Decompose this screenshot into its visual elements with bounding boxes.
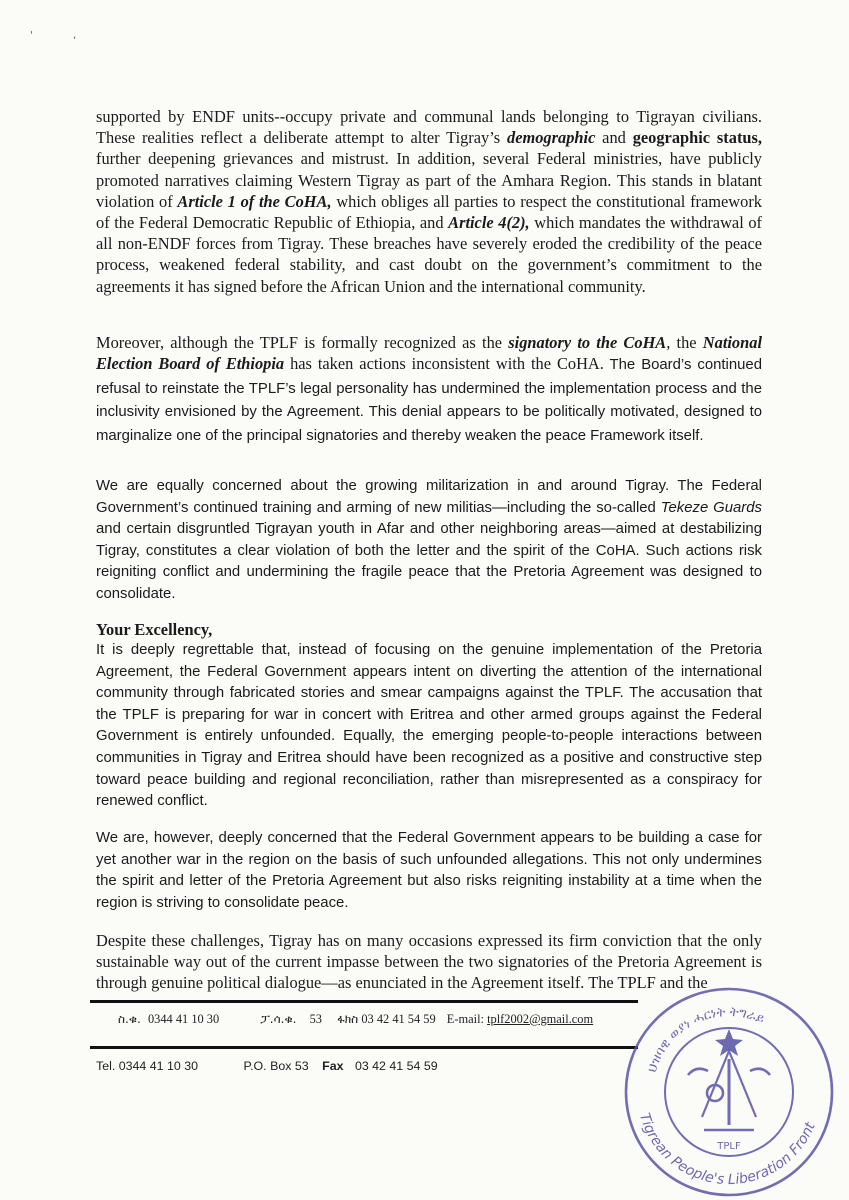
salutation: Your Excellency, [96,620,213,639]
text-run: which obliges all parties to respect the constitutional framework of the Federal Democratic Republic of Ethiopia, and [96,191,762,233]
email-label: E-mail: [446,1012,484,1026]
tel-number: 0344 41 10 30 [118,1059,198,1073]
text-run: The Board’s continued refusal to reinstate the TPLF’s legal personality has undermined the implementation process and the inclusivity envisioned by the Agreement. This denial appears to be politically motivated, designed to marginalize one of the principal signatories and thereby weaken the peace Framework itself. [96,357,762,444]
text-run: Moreover, although the TPLF is formally recognized as the [96,333,509,352]
sickle-icon [688,1069,708,1075]
text-run: supported by ENDF units--occupy private and communal lands belonging to Tigrayan civilians. These realities reflect a deliberate attempt to alter Tigray’s [96,107,762,148]
emphasis-election-board: National Election Board of Ethiopia [96,333,762,374]
fax-label-amharic: ፋክስ [337,1012,359,1026]
seal-outer-text: Tigrean People's Liberation Front [635,1111,819,1189]
footer-english-contacts [96,1059,438,1073]
footer-rule-top [90,1000,638,1003]
fax-label: Fax [322,1059,344,1073]
tel-label-amharic: ስ.ቁ. [118,1012,141,1026]
tplf-seal-stamp [622,985,836,1199]
po-box-number: 53 [294,1059,309,1073]
paragraph-occupation [96,106,762,297]
paragraph-smear-campaign: It is deeply regrettable that, instead of focusing on the genuine implementation of the Pretoria Agreement, the Federal Government appears intent on diverting the attention of the international community through fabricated stories and smear campaigns against the TPLF. The accusation that the TPLF is preparing for war in concert with Eritrea and other armed groups against the Federal Government is entirely unfounded. Equally, the emerging people-to-people interactions between communities in Tigray and Eritrea should have been recognized as a positive and constructive step toward peace building and regional reconciliation, rather than misrepresented as a conspiracy for renewed conflict. [96,642,762,810]
text-run: which mandates the withdrawal of all non-ENDF forces from Tigray. These breaches have severely eroded the credibility of the peace process, weakened federal stability, and cast doubt on the government’s commitment to the agreements it has signed before the African Union and the international community. [96,213,762,296]
emphasis-article-1: Article 1 of the CoHA, [177,191,332,211]
text-run: further deepening grievances and mistrust. In addition, several Federal ministries, have publicly promoted narratives claiming Western Tigray as part of the Amhara Region. This stands in blatant violation of [96,149,762,211]
paragraph-militarization [96,476,762,606]
emphasis-tekeze-guards: Tekeze Guards [660,499,762,516]
scan-speck: ' [30,30,33,41]
fax-number: 03 42 41 54 59 [361,1012,436,1026]
text-run: , the [666,333,703,352]
sickle-icon [750,1069,770,1075]
paragraph-dialogue: Despite these challenges, Tigray has on many occasions expressed its firm conviction that the only sustainable way out of the current impasse between the two signatories of the Pretoria Agreement is through genuine political dialogue—as enunciated in the Agreement itself. The TPLF and the [96,931,762,993]
text-run: and certain disgruntled Tigrayan youth in Afar and other neighboring areas—aimed at destabilizing Tigray, constitutes a clear violation of both the letter and the spirit of the CoHA. Such actions risk reigniting conflict and undermining the fragile peace that the Pretoria Agreement was designed to consolidate. [96,521,762,602]
text-run: We are equally concerned about the growing militarization in and around Tigray. The Federal Government’s continued training and arming of new militias—including the so-called [96,478,762,516]
emphasis-signatory: signatory to the CoHA [508,333,667,352]
po-box-label-amharic: ፓ.ሳ.ቁ. [260,1012,297,1026]
email-link[interactable]: tplf2002@gmail.com [487,1012,594,1026]
seal-top-text: ህዝባዊ ወያነ ሓርነት ትግራይ [644,1004,767,1075]
fax-number: 03 42 41 54 59 [354,1059,438,1073]
footer-rule-bottom [90,1046,638,1049]
emphasis-demographic: demographic [507,128,596,148]
scan-speck: , [73,30,77,41]
paragraph-war-case: We are, however, deeply concerned that the Federal Government appears to be building a case for yet another war in the region on the basis of such unfounded allegations. This not only undermines the spirit and letter of the Pretoria Agreement but also risks reigniting instability at a time when the region is striving to consolidate peace. [96,830,762,911]
tel-number: 0344 41 10 30 [147,1012,220,1026]
seal-inner-text: TPLF [717,1141,741,1152]
paragraph-election-board [96,332,762,448]
text-run: and [595,128,633,148]
tel-label: Tel. [96,1059,116,1073]
emphasis-article-4-2: Article 4(2), [448,213,530,233]
po-box-label: P.O. Box [243,1059,292,1073]
footer-amharic-contacts [118,1012,593,1027]
po-box-number: 53 [309,1012,322,1026]
emphasis-geographic-status: geographic status, [632,128,762,148]
text-run: has taken actions inconsistent with the CoHA. [284,354,604,374]
